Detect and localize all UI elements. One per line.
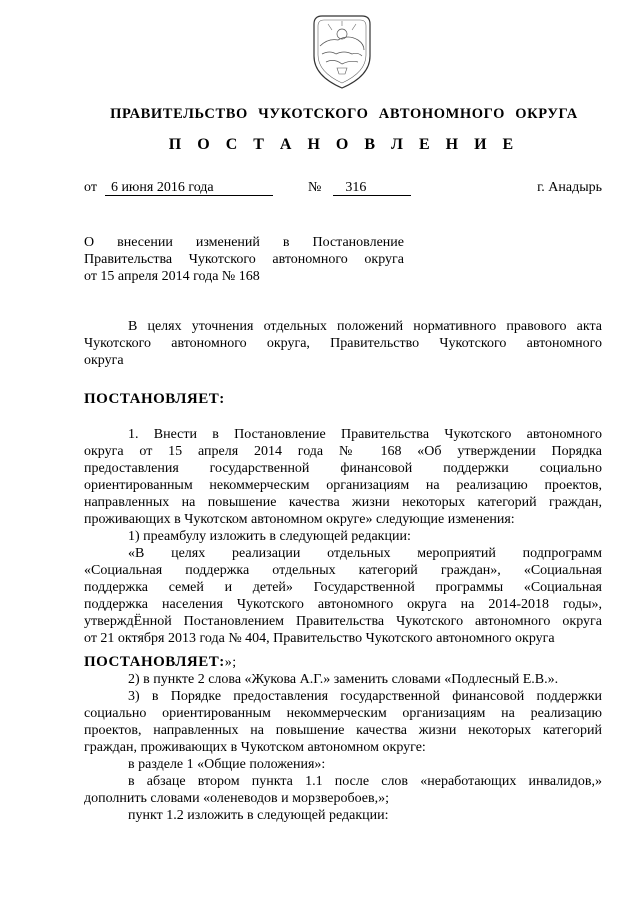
document-type: П О С Т А Н О В Л Е Н И Е (168, 136, 520, 153)
quote-line: «В целях реализации отдельных мероприятий подпрограмм (128, 546, 602, 561)
number-label: № (308, 180, 322, 195)
date-label: от (84, 180, 97, 195)
item-3-line: 3) в Порядке предоставления государственной финансовой поддержки (128, 689, 602, 704)
paragraph-1-1-line: в абзаце втором пункта 1.1 после слов «неработающих инвалидов,» (128, 774, 602, 789)
item-1-line: предоставления государственной финансовой поддержки социально (84, 461, 602, 476)
resolves-heading-quoted (84, 654, 602, 671)
paragraph-1-2: пункт 1.2 изложить в следующей редакции: (128, 808, 389, 823)
item-2: 2) в пункте 2 слова «Жукова А.Г.» заменить словами «Подлесный Е.В.». (128, 672, 559, 687)
quote-line: от 21 октября 2013 года № 404, Правительство Чукотского автономного округа (84, 631, 555, 646)
coat-of-arms-emblem (308, 10, 376, 92)
resolves-quoted-bold: ПОСТАНОВЛЯЕТ: (84, 654, 225, 670)
quote-line: поддержка населения Чукотского автономного округа на 2014-2018 годы», (84, 597, 602, 612)
quote-line: поддержка семей и детей» Государственной программы «Социальная (84, 580, 602, 595)
quote-line: «Социальная поддержка отдельных категорий граждан», «Социальная (84, 563, 602, 578)
paragraph-1-1-line: дополнить словами «оленеводов и морзверобоев,»; (84, 791, 389, 806)
government-title: ПРАВИТЕЛЬСТВО ЧУКОТСКОГО АВТОНОМНОГО ОКРУГА (110, 106, 578, 122)
item-1-line: 1. Внести в Постановление Правительства Чукотского автономного (128, 427, 602, 442)
resolves-quoted-tail: »; (224, 655, 237, 670)
document-number (308, 180, 411, 196)
item-1-line: проживающих в Чукотском автономном округе» следующие изменения: (84, 512, 515, 527)
item-1-line: округа от 15 апреля 2014 года № 168 «Об утверждении Порядка (84, 444, 602, 459)
subject-line: от 15 апреля 2014 года № 168 (84, 269, 260, 284)
document-body (84, 318, 602, 824)
resolves-heading: ПОСТАНОВЛЯЕТ: (84, 391, 225, 407)
preamble-line: В целях уточнения отдельных положений нормативного правового акта (128, 319, 602, 334)
number-value: 316 (333, 180, 411, 196)
date-value: 6 июня 2016 года (105, 180, 273, 196)
item-1-line: ориентированным некоммерческим организациям на реализацию проектов, (84, 478, 602, 493)
subject-line: Правительства Чукотского автономного округа (84, 252, 404, 267)
quote-line: утверждЁнной Постановлением Правительства Чукотского автономного округа (84, 614, 602, 629)
item-1-sub-1: 1) преамбулу изложить в следующей редакции: (128, 529, 411, 544)
item-3-line: проектов, направленных на повышение качества жизни некоторых категорий (84, 723, 602, 738)
section-1-heading: в разделе 1 «Общие положения»: (128, 757, 326, 772)
document-city: г. Анадырь (537, 180, 602, 195)
preamble-line: Чукотского автономного округа, Правительство Чукотского автономного (84, 336, 602, 351)
item-3-line: граждан, проживающих в Чукотском автономном округе: (84, 740, 426, 755)
item-1-line: направленных на повышение качества жизни некоторых категорий граждан, (84, 495, 602, 510)
subject-line: О внесении изменений в Постановление (84, 235, 404, 250)
item-3-line: социально ориентированным некоммерческим организациям на реализацию (84, 706, 602, 721)
document-subject (84, 234, 404, 285)
preamble-line: округа (84, 353, 124, 368)
document-date (84, 180, 273, 196)
